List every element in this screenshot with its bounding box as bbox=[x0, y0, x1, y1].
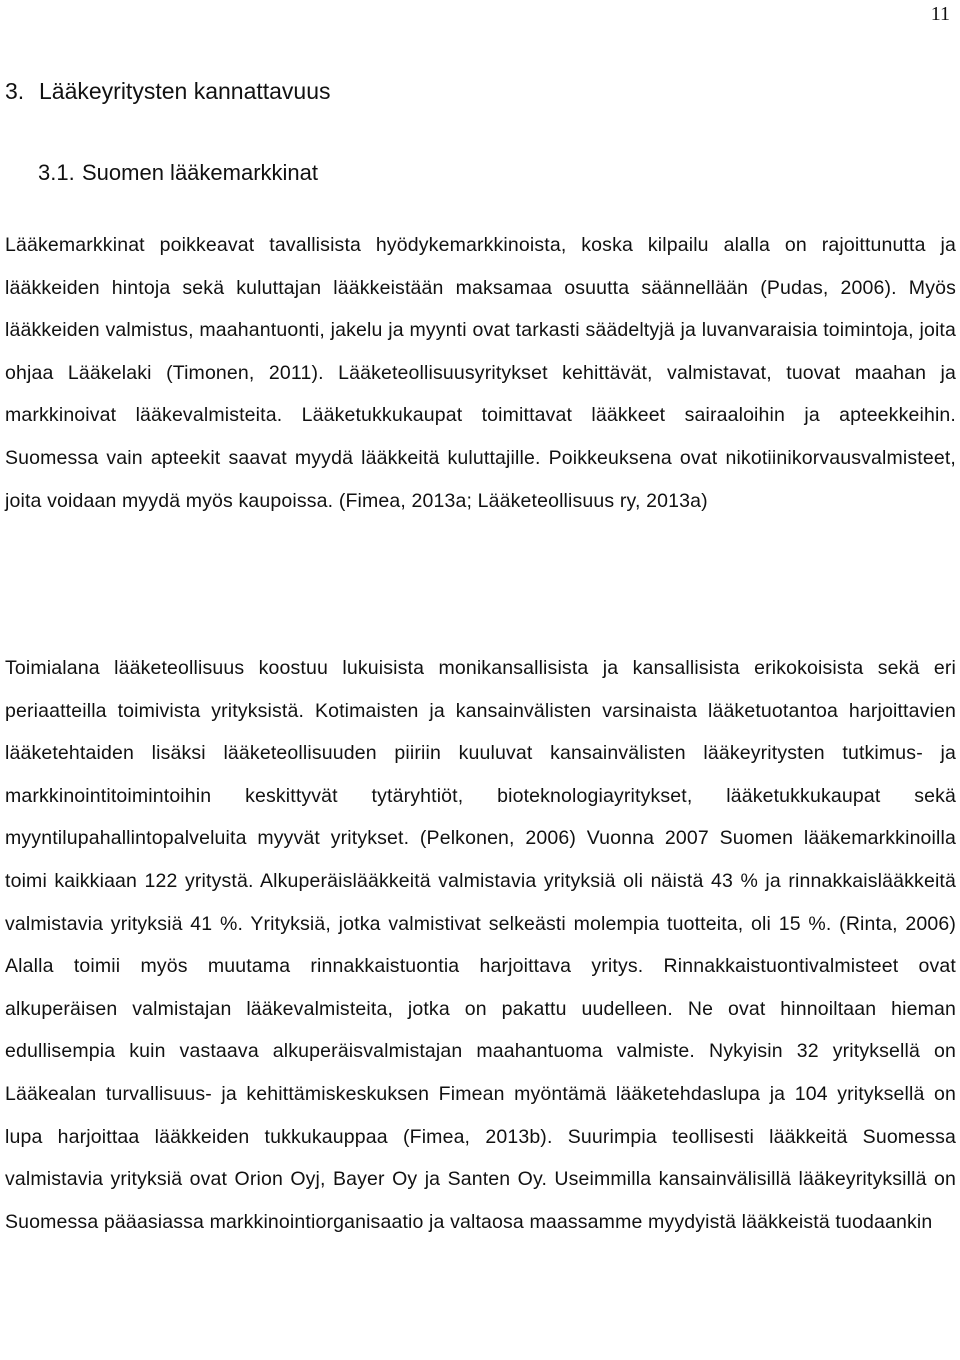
chapter-heading bbox=[5, 76, 331, 106]
chapter-number: 3. bbox=[5, 78, 25, 104]
section-title: Suomen lääkemarkkinat bbox=[82, 160, 319, 185]
section-number: 3.1. bbox=[38, 160, 75, 185]
paragraph: Lääkemarkkinat poikkeavat tavallisista hyödykemarkkinoista, koska kilpailu alalla on rajoittunutta ja lääkkeiden hintoja sekä kuluttajan lääkkeistään maksamaa osuutta säännellään (Pudas, 2006). Myös lääkkeiden valmistus, maahantuonti, jakelu ja myynti ovat tarkasti säädeltyjä ja luvanvaraisia toimintoja, joita ohjaa Lääkelaki (Timonen, 2011). Lääketeollisuusyritykset kehittävät, valmistavat, tuovat maahan ja markkinoivat lääkevalmisteita. Lääketukkukaupat toimittavat lääkkeet sairaaloihin ja apteekkeihin. Suomessa vain apteekit saavat myydä lääkkeitä kuluttajille. Poikkeuksena ovat nikotiinikorvausvalmisteet, joita voidaan myydä myös kaupoissa. (Fimea, 2013a; Lääketeollisuus ry, 2013a) bbox=[5, 234, 956, 512]
chapter-title: Lääkeyritysten kannattavuus bbox=[39, 78, 331, 104]
page-number: 11 bbox=[930, 3, 950, 25]
paragraph: Toimialana lääketeollisuus koostuu lukuisista monikansallisista ja kansallisista erikokoisista sekä eri periaatteilla toimivista yrityksistä. Kotimaisten ja kansainvälisten varsinaista lääketuotantoa harjoittavien lääketehtaiden lisäksi lääketeollisuuden piiriin kuuluvat kansainvälisten lääkeyritysten tutkimus- ja markkinointitoimintoihin keskittyvät tytäryhtiöt, bioteknologiayritykset, lääketukkukaupat sekä myyntilupahallintopalveluita myyvät yritykset. (Pelkonen, 2006) Vuonna 2007 Suomen lääkemarkkinoilla toimi kaikkiaan 122 yritystä. Alkuperäislääkkeitä valmistavia yrityksiä oli näistä 43 % ja rinnakkaislääkkeitä valmistavia yrityksiä 41 %. Yrityksiä, jotka valmistivat selkeästi molempia tuotteita, oli 15 %. (Rinta, 2006) Alalla toimii myös muutama rinnakkaistuontia harjoittava yritys. Rinnakkaistuontivalmisteet ovat alkuperäisen valmistajan lääkevalmisteita, jotka on pakattu uudelleen. Ne ovat hinnoiltaan hieman edullisempia kuin vastaava alkuperäisvalmistajan maahantuoma valmiste. Nykyisin 32 yrityksellä on Lääkealan turvallisuus- ja kehittämiskeskuksen Fimean myöntämä lääketehdaslupa ja 104 yrityksellä on lupa harjoittaa lääkkeiden tukkukauppaa (Fimea, 2013b). Suurimpia teollisesti lääkkeitä Suomessa valmistavia yrityksiä ovat Orion Oyj, Bayer Oy ja Santen Oy. Useimmilla kansainvälisillä lääkeyrityksillä on Suomessa pääasiassa markkinointiorganisaatio ja valtaosa maassamme myydyistä lääkkeistä tuodaankin bbox=[5, 657, 956, 1233]
section-heading bbox=[38, 158, 318, 188]
